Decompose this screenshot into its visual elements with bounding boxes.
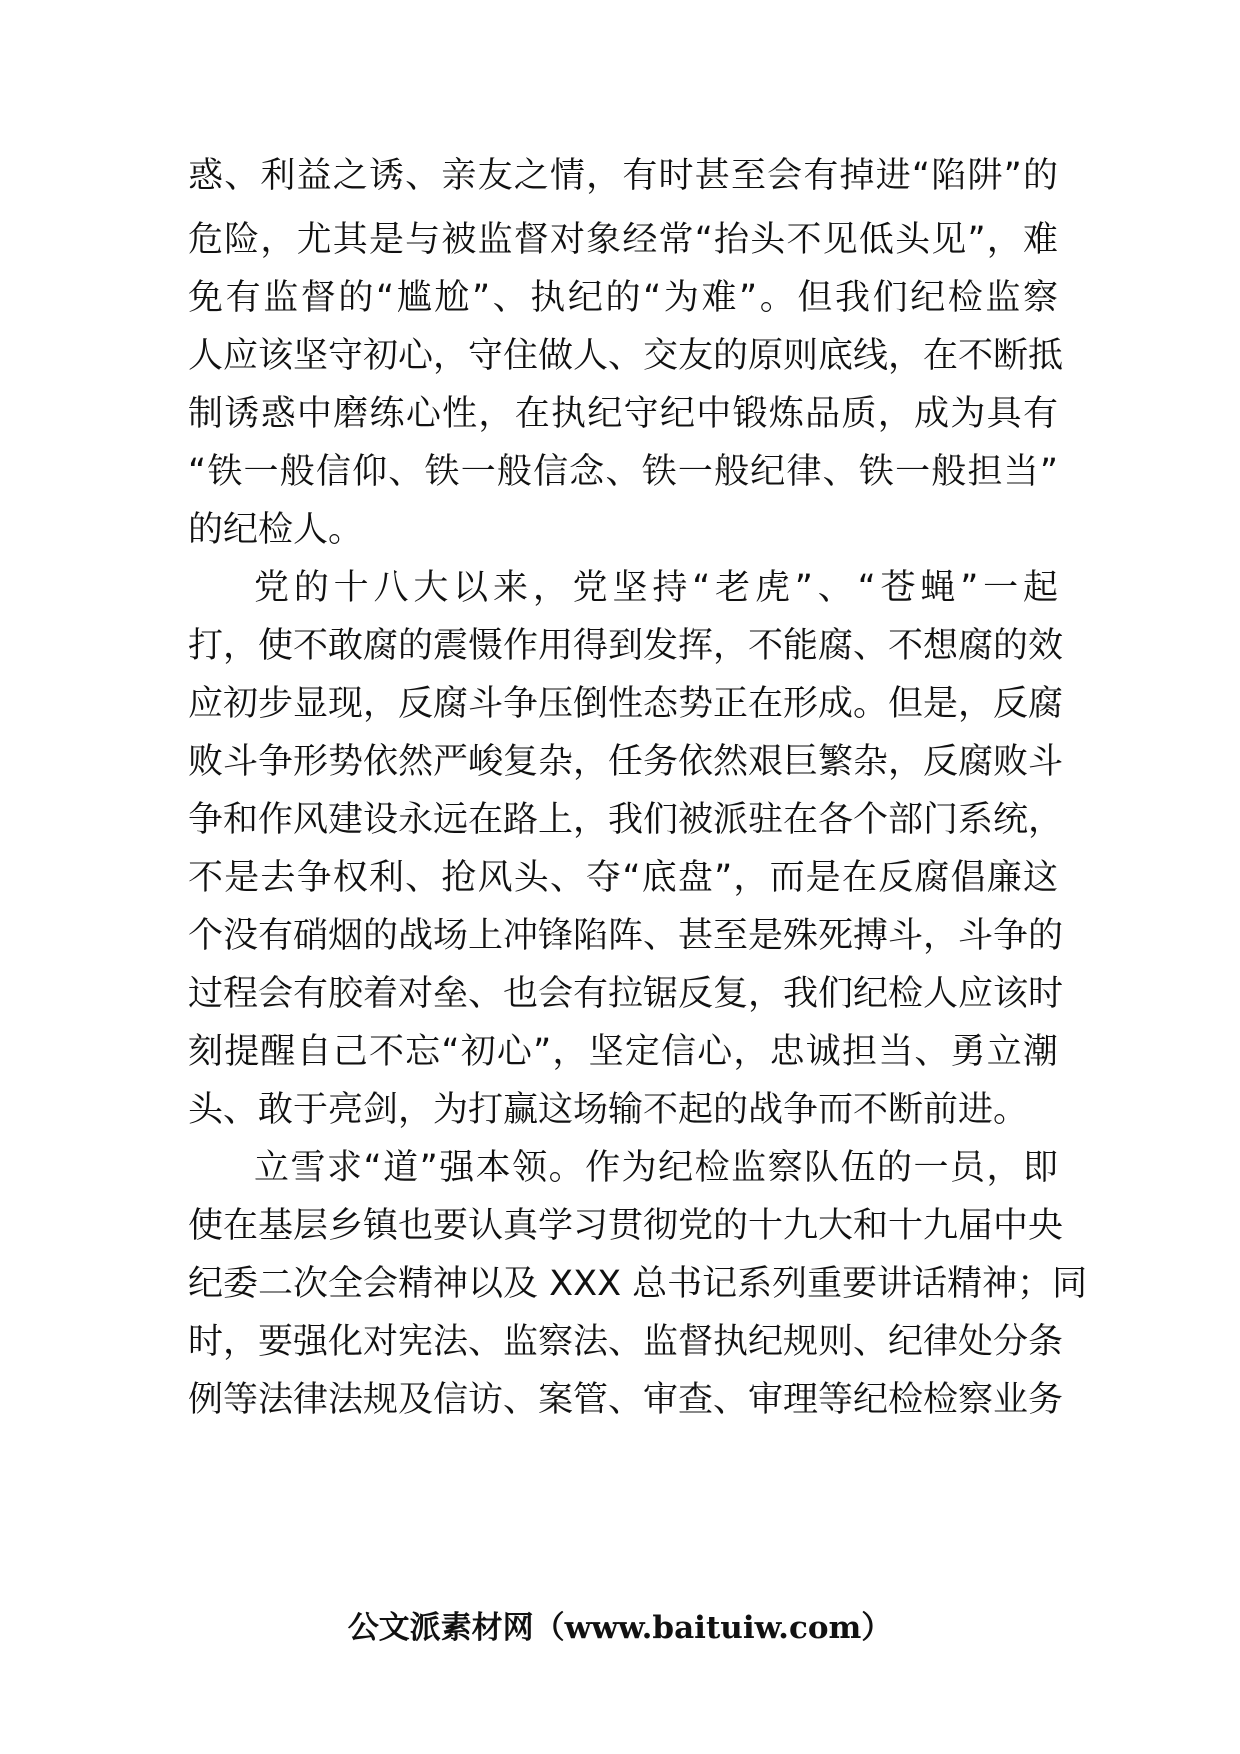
body-line-18: 立雪求“道”强本领。作为纪检监察队伍的一员，即 bbox=[254, 1148, 1058, 1188]
body-line-2: 危险，尤其是与被监督对象经常“抬头不见低头见”，难 bbox=[188, 220, 1058, 260]
body-line-16: 刻提醒自己不忘“初心”，坚定信心，忠诚担当、勇立潮 bbox=[188, 1032, 1058, 1072]
body-line-15: 过程会有胶着对垒、也会有拉锯反复，我们纪检人应该时 bbox=[188, 974, 1064, 1014]
body-line-11: 败斗争形势依然严峻复杂，任务依然艰巨繁杂，反腐败斗 bbox=[188, 742, 1064, 782]
body-line-20: 纪委二次全会精神以及 XXX 总书记系列重要讲话精神；同 bbox=[188, 1264, 1088, 1304]
body-line-13: 不是去争权利、抢风头、夺“底盘”，而是在反腐倡廉这 bbox=[188, 858, 1058, 898]
body-line-7: 的纪检人。 bbox=[188, 510, 364, 550]
body-line-21: 时，要强化对宪法、监察法、监督执纪规则、纪律处分条 bbox=[188, 1322, 1064, 1362]
body-line-14: 个没有硝烟的战场上冲锋陷阵、甚至是殊死搏斗，斗争的 bbox=[188, 916, 1064, 956]
body-line-5: 制诱惑中磨练心性，在执纪守纪中锻炼品质，成为具有 bbox=[188, 394, 1058, 434]
body-line-17: 头、敢于亮剑，为打赢这场输不起的战争而不断前进。 bbox=[188, 1090, 1029, 1130]
body-line-3: 免有监督的“尴尬”、执纪的“为难”。但我们纪检监察 bbox=[188, 278, 1058, 318]
body-line-19: 使在基层乡镇也要认真学习贯彻党的十九大和十九届中央 bbox=[188, 1206, 1064, 1246]
body-line-6: “铁一般信仰、铁一般信念、铁一般纪律、铁一般担当” bbox=[188, 452, 1058, 492]
body-line-12: 争和作风建设永远在路上，我们被派驻在各个部门系统， bbox=[188, 800, 1064, 840]
body-line-4: 人应该坚守初心，守住做人、交友的原则底线，在不断抵 bbox=[188, 336, 1064, 376]
footer-source-text: 公文派素材网（www.baituiw.com） bbox=[347, 1610, 893, 1646]
body-line-10: 应初步显现，反腐斗争压倒性态势正在形成。但是，反腐 bbox=[188, 684, 1064, 724]
body-line-1: 惑、利益之诱、亲友之情，有时甚至会有掉进“陷阱”的 bbox=[188, 156, 1058, 196]
body-line-22: 例等法律法规及信访、案管、审查、审理等纪检检察业务 bbox=[188, 1380, 1064, 1420]
body-line-9: 打，使不敢腐的震慑作用得到发挥，不能腐、不想腐的效 bbox=[188, 626, 1064, 666]
body-line-8: 党的十八大以来，党坚持“老虎”、“苍蝇”一起 bbox=[254, 568, 1058, 608]
